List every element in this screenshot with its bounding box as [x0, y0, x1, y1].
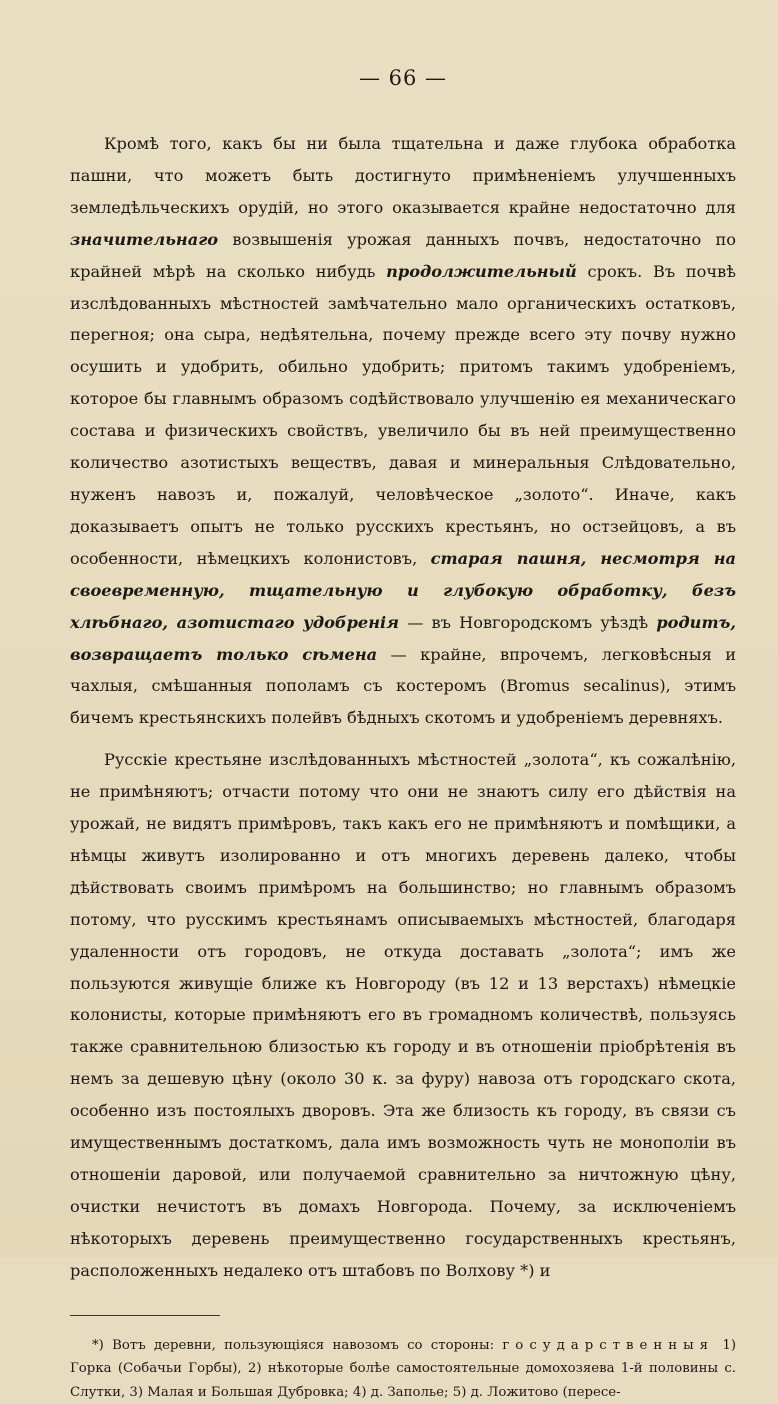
page-number: — 66 —	[358, 66, 448, 90]
emphasized-text: значительнаго	[70, 229, 219, 249]
text-run: Русскіе крестьяне изслѣдованныхъ мѣстностей „золота“, къ сожалѣнію, не примѣняютъ; отчасти потому что они не знаютъ силу его дѣйствія на урожай, не видятъ примѣровъ, такъ какъ его не примѣняютъ и помѣщики, а нѣмцы живутъ изолированно и отъ многихъ деревень далеко, чтобы дѣйствовать своимъ примѣромъ на большинство; но главнымъ образомъ потому, что русскимъ крестьянамъ описываемыхъ мѣстностей, благодаря удаленности отъ городовъ, не откуда доставать „золота“; имъ же пользуются живущіе ближе къ Новгороду (въ 12 и 13 верстахъ) нѣмецкіе колонисты, которые примѣняютъ его въ громадномъ количествѣ, пользуясь также сравнительною близостью къ городу и въ отношеніи пріобрѣтенія въ немъ за дешевую цѣну (около 30 к. за фуру) навоза отъ городскаго скота, особенно изъ постоялыхъ дворовъ. Эта же близость къ городу, въ связи съ имущественнымъ достаткомъ, дала имъ возможность чуть не монополіи въ отношеніи даровой, или получаемой сравнительно за ничтожную цѣну, очистки нечистотъ въ домахъ Новгорода. Почему, за исключеніемъ нѣкоторыхъ деревень преимущественно государственныхъ крестьянъ, расположенныхъ недалеко отъ штабовъ по Волхову *) и	[70, 750, 736, 1280]
emphasized-text: продолжительный	[386, 261, 577, 281]
emphasized-text: старая пашня, несмотря на своевременную, тщательную и глубокую обработку, безъ хлѣбнаго, азотистаго удобренія	[70, 548, 736, 632]
body-text	[70, 128, 736, 1287]
footnote-rest: 1) Горка (Собачьи Горбы), 2) нѣкоторые болѣе самостоятельные домохозяева 1-й половины с. Слутки, 3) Малая и Большая Дубровка; 4) д. Заполье; 5) д. Ложитово (пересе-	[70, 1337, 737, 1400]
text-run: — крайне, впрочемъ, легковѣсныя и чахлыя, смѣшанныя пополамъ съ костеромъ (Bromus secalinus), этимъ бичемъ крестьянскихъ полейвъ бѣдныхъ скотомъ и удобреніемъ деревняхъ.	[70, 644, 737, 728]
text-run: возвышенія урожая данныхъ почвъ, недостаточно по крайней мѣрѣ на сколько нибудь	[70, 229, 736, 281]
footnote-divider	[70, 1315, 220, 1316]
footnote	[70, 1334, 736, 1404]
text-run: срокъ. Въ почвѣ изслѣдованныхъ мѣстностей замѣчательно мало органическихъ остатковъ, перегноя; она сыра, недѣятельна, почему прежде всего эту почву нужно осушить и удобрить, обильно удобрить; притомъ такимъ удобреніемъ, которое бы главнымъ образомъ содѣйствовало улучшенію ея механическаго состава и физическихъ свойствъ, увеличило бы въ ней преимущественно количество азотистыхъ веществъ, давая и минеральныя Слѣдовательно, нуженъ навозъ и, пожалуй, человѣческое „золото“. Иначе, какъ доказываетъ опытъ не только русскихъ крестьянъ, но остзейцовъ, а въ особенности, нѣмецкихъ колонистовъ,	[70, 261, 736, 568]
paragraph-1	[70, 128, 736, 734]
text-run: Кромѣ того, какъ бы ни была тщательна и даже глубока обработка пашни, что можетъ быть достигнуто примѣненіемъ улучшенныхъ земледѣльческихъ орудій, но этого оказывается крайне недостаточно для	[70, 134, 736, 217]
text-run: — въ Новгородскомъ уѣздѣ	[399, 612, 657, 632]
paragraph-2	[70, 744, 736, 1286]
footnote-spaced-word: государственныя	[502, 1337, 715, 1353]
emphasized-text: родитъ, возвращаетъ только сѣмена	[70, 612, 736, 664]
footnote-lead: *) Вотъ деревни, пользующіяся навозомъ со стороны:	[92, 1337, 503, 1353]
